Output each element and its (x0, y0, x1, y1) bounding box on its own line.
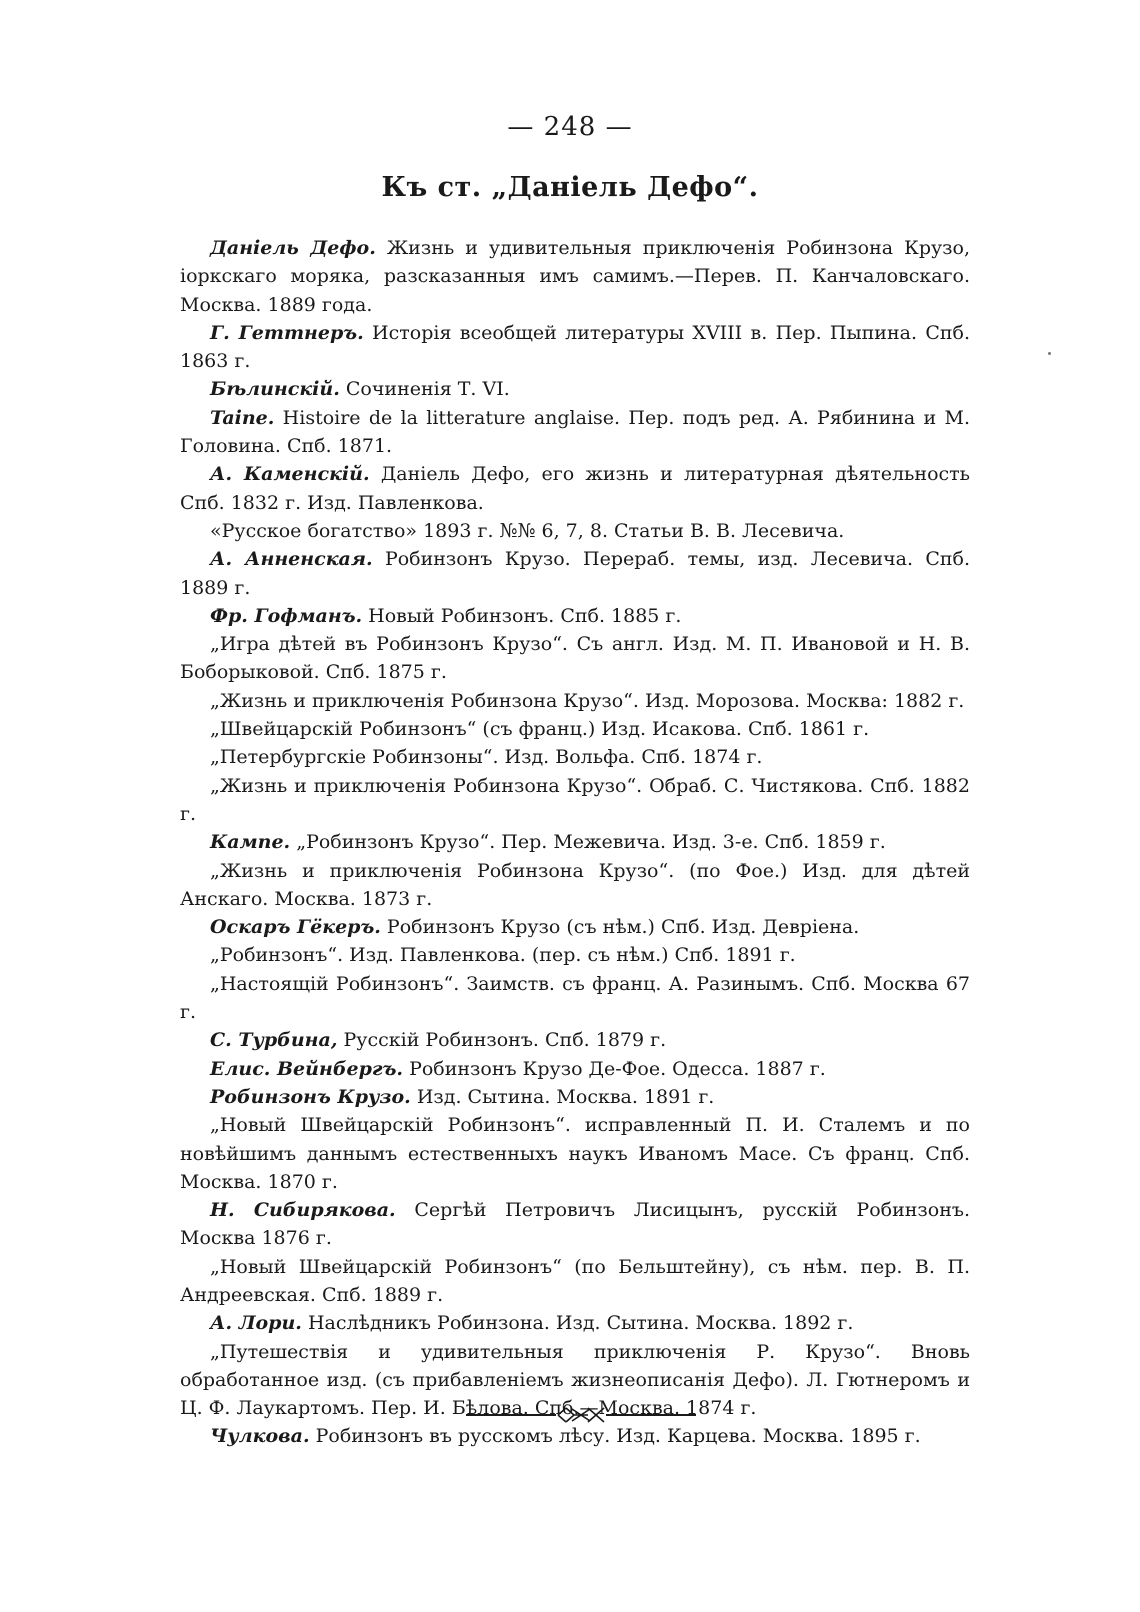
bibliography-entry (180, 1055, 970, 1083)
entry-author: Г. Геттнеръ. (210, 321, 364, 344)
bibliography-entry (180, 602, 970, 630)
bibliography-entry (180, 687, 970, 715)
entry-text: Наслѣдникъ Робинзона. Изд. Сытина. Москва. 1892 г. (301, 1312, 854, 1335)
entry-text: „Петербургскіе Робинзоны“. Изд. Вольфа. Спб. 1874 г. (210, 746, 763, 769)
entry-author: Робинзонъ Крузо. (210, 1085, 411, 1108)
stray-mark (1048, 352, 1051, 355)
bibliography-entry (180, 460, 970, 517)
bibliography-entry (180, 404, 970, 461)
bibliography-entry (180, 517, 970, 545)
bibliography-entry (180, 1422, 970, 1450)
entry-text: „Новый Швейцарскій Робинзонъ“. исправленный П. И. Сталемъ и по новѣйшимъ даннымъ естественныхъ наукъ Иваномъ Масе. Съ франц. Спб. Москва. 1870 г. (180, 1114, 970, 1193)
entry-text: Робинзонъ Крузо. Перераб. темы, изд. Лесевича. Спб. 1889 г. (180, 548, 971, 599)
bibliography-entry (180, 1253, 970, 1310)
entry-text: Робинзонъ въ русскомъ лѣсу. Изд. Карцева. Москва. 1895 г. (309, 1425, 921, 1448)
bibliography-entry (180, 828, 970, 856)
entry-author: Н. Сибирякова. (210, 1199, 396, 1222)
bibliography-entry (180, 1196, 970, 1253)
entry-author: А. Лори. (210, 1312, 302, 1335)
bibliography-list (180, 234, 970, 1451)
bibliography-entry (180, 857, 970, 914)
entry-author: А. Каменскій. (210, 463, 370, 486)
entry-text: „Новый Швейцарскій Робинзонъ“ (по Бельштейну), съ нѣм. пер. В. П. Андреевская. Спб. 1889 г. (180, 1255, 970, 1306)
bibliography-entry (180, 772, 970, 829)
entry-text: „Жизнь и приключенія Робинзона Крузо“. (по Фое.) Изд. для дѣтей Анскаго. Москва. 1873 г. (180, 859, 970, 910)
entry-text: Робинзонъ Крузо Де-Фое. Одесса. 1887 г. (403, 1057, 826, 1080)
entry-author: Бѣлинскій. (210, 378, 340, 401)
bibliography-entry (180, 1083, 970, 1111)
bibliography-entry (180, 1309, 970, 1337)
entry-text: „Швейцарскій Робинзонъ“ (съ франц.) Изд. Исакова. Спб. 1861 г. (210, 718, 870, 741)
bibliography-entry (180, 630, 970, 687)
entry-author: Елис. Вейнбергъ. (210, 1057, 404, 1080)
entry-text: Жизнь и удивительныя приключенія Робинзона Крузо, іоркскаго моряка, разсказанныя имъ самимъ.—Перев. П. Канчаловскаго. Москва. 1889 года. (180, 237, 970, 316)
entry-text: „Путешествія и удивительныя приключенія Р. Крузо“. Вновь обработанное изд. (съ прибавленіемъ жизнеописанія Дефо). Л. Гютнеромъ и Ц. Ф. Лаукартомъ. Пер. И. Бѣлова. Спб.—Москва. 1874 г. (180, 1340, 970, 1420)
bibliography-entry (180, 545, 970, 602)
entry-text: „Игра дѣтей въ Робинзонъ Крузо“. Съ англ. Изд. М. П. Ивановой и Н. В. Боборыковой. Спб. 1875 г. (180, 633, 970, 684)
entry-text: Сергѣй Петровичъ Лисицынъ, русскій Робинзонъ. Москва 1876 г. (180, 1199, 970, 1250)
entry-text: Даніель Дефо, его жизнь и литературная дѣятельность Спб. 1832 г. Изд. Павленкова. (180, 463, 970, 514)
entry-text: „Настоящій Робинзонъ“. Заимств. съ франц. А. Разинымъ. Спб. Москва 67 г. (180, 972, 970, 1024)
entry-text: Изд. Сытина. Москва. 1891 г. (410, 1085, 715, 1108)
bibliography-entry (180, 743, 970, 771)
entry-text: Робинзонъ Крузо (съ нѣм.) Спб. Изд. Девріена. (380, 916, 860, 939)
entry-author: Фр. Гофманъ. (210, 604, 363, 627)
entry-author: Даніель Дефо. (210, 237, 376, 259)
bibliography-entry (180, 715, 970, 743)
bibliography-entry (180, 941, 970, 969)
bibliography-entry (180, 375, 970, 403)
bibliography-entry (180, 234, 970, 319)
section-heading: Къ ст. „Даніель Дефо“. (381, 172, 759, 203)
entry-text: Исторія всеобщей литературы XVIII в. Пер. Пыпина. Спб. 1863 г. (180, 321, 970, 373)
closing-ornament (466, 1404, 696, 1426)
bibliography-entry (180, 970, 970, 1027)
entry-author: Кампе. (210, 831, 291, 854)
bibliography-entry (180, 913, 970, 941)
entry-text: Русскій Робинзонъ. Спб. 1879 г. (337, 1029, 667, 1052)
entry-text: „Робинзонъ“. Изд. Павленкова. (пер. съ нѣм.) Спб. 1891 г. (210, 944, 796, 967)
entry-author: С. Турбина, (210, 1029, 338, 1052)
entry-text: Сочиненія Т. VI. (339, 378, 510, 401)
entry-text: „Робинзонъ Крузо“. Пер. Межевича. Изд. 3-е. Спб. 1859 г. (290, 831, 886, 854)
entry-text: „Жизнь и приключенія Робинзона Крузо“. Изд. Морозова. Москва: 1882 г. (210, 689, 965, 712)
page-number: — 248 — (507, 112, 633, 142)
entry-text: Новый Робинзонъ. Спб. 1885 г. (362, 604, 682, 627)
entry-text: „Жизнь и приключенія Робинзона Крузо“. Обраб. С. Чистякова. Спб. 1882 г. (180, 774, 970, 825)
entry-author: Taine. (210, 406, 275, 429)
bibliography-entry (180, 1026, 970, 1054)
bibliography-entry (180, 1111, 970, 1196)
bibliography-entry (180, 319, 970, 376)
entry-author: А. Анненская. (210, 548, 373, 571)
entry-text: «Русское богатство» 1893 г. №№ 6, 7, 8. Статьи В. В. Лесевича. (210, 519, 845, 542)
entry-author: Чулкова. (210, 1425, 310, 1448)
entry-author: Оскаръ Гёкеръ. (210, 916, 381, 939)
entry-text: Histoire de la litterature anglaise. Пер. подъ ред. А. Рябинина и М. Головина. Спб. 1871. (180, 406, 970, 458)
